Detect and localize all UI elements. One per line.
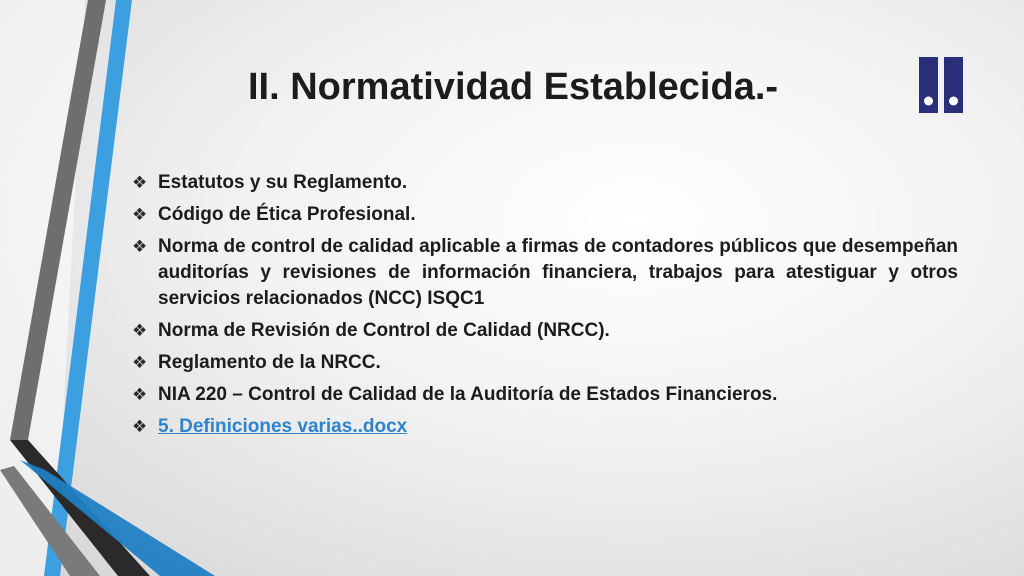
bullet-list bbox=[132, 170, 958, 446]
diamond-bullet-icon: ❖ bbox=[132, 173, 148, 193]
list-item-text: NIA 220 – Control de Calidad de la Auditoría de Estados Financieros. bbox=[158, 384, 778, 405]
diamond-bullet-icon: ❖ bbox=[132, 237, 148, 257]
list-item-text: Estatutos y su Reglamento. bbox=[158, 172, 408, 193]
diamond-bullet-icon: ❖ bbox=[132, 205, 148, 225]
list-item-text: Norma de control de calidad aplicable a firmas de contadores públicos que desempeñan auditorías y revisiones de información financiera, trabajos para atestiguar y otros servicios relacionados (NCC) ISQC1 bbox=[158, 236, 958, 309]
institution-logo-icon bbox=[917, 57, 965, 113]
list-item bbox=[132, 170, 958, 196]
list-item bbox=[132, 382, 958, 408]
diamond-bullet-icon: ❖ bbox=[132, 417, 148, 437]
list-item-text: Reglamento de la NRCC. bbox=[158, 352, 381, 373]
list-item-text: Norma de Revisión de Control de Calidad (NRCC). bbox=[158, 320, 610, 341]
list-item-link bbox=[132, 414, 958, 440]
diamond-bullet-icon: ❖ bbox=[132, 385, 148, 405]
diamond-bullet-icon: ❖ bbox=[132, 353, 148, 373]
slide-title: II. Normatividad Establecida.- bbox=[248, 66, 779, 108]
document-link[interactable]: 5. Definiciones varias..docx bbox=[158, 416, 408, 437]
list-item bbox=[132, 202, 958, 228]
list-item bbox=[132, 350, 958, 376]
list-item bbox=[132, 234, 958, 312]
list-item bbox=[132, 318, 958, 344]
list-item-text: Código de Ética Profesional. bbox=[158, 204, 416, 225]
diamond-bullet-icon: ❖ bbox=[132, 321, 148, 341]
